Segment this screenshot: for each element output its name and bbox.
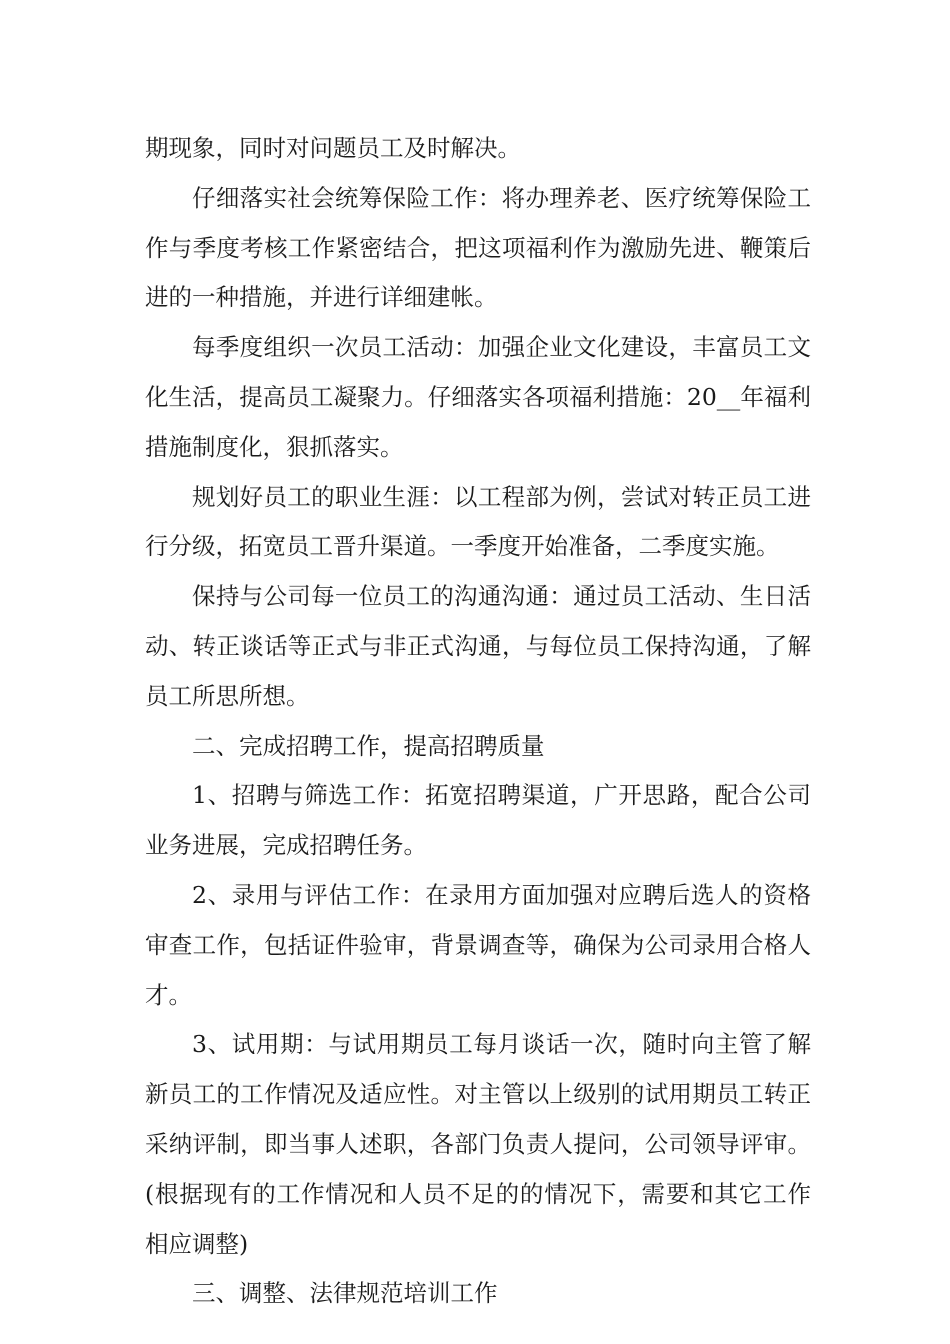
- document-page: [145, 124, 811, 1319]
- paragraph-hiring-evaluation: 2、录用与评估工作：在录用方面加强对应聘后选人的资格审查工作，包括证件验审，背景调查等，确保为公司录用合格人才。: [145, 880, 811, 1009]
- paragraph-career-planning: 规划好员工的职业生涯：以工程部为例，尝试对转正员工进行分级，拓宽员工晋升渠道。一季度开始准备，二季度实施。: [145, 482, 811, 561]
- paragraph-recruitment-screening: 1、招聘与筛选工作：拓宽招聘渠道，广开思路，配合公司业务进展，完成招聘任务。: [145, 781, 811, 860]
- paragraph-employee-activities: 每季度组织一次员工活动：加强企业文化建设，丰富员工文化生活，提高员工凝聚力。仔细落实各项福利措施：20__年福利措施制度化，狠抓落实。: [145, 333, 811, 461]
- paragraph-continuation: 期现象，同时对问题员工及时解决。: [145, 134, 521, 162]
- section-heading-legal-training: 三、调整、法律规范培训工作: [192, 1279, 498, 1308]
- paragraph-communication: 保持与公司每一位员工的沟通沟通：通过员工活动、生日活动、转正谈话等正式与非正式沟通，与每位员工保持沟通，了解员工所思所想。: [145, 582, 811, 710]
- paragraph-social-insurance: 仔细落实社会统筹保险工作：将办理养老、医疗统筹保险工作与季度考核工作紧密结合，把这项福利作为激励先进、鞭策后进的一种措施，并进行详细建帐。: [145, 183, 811, 312]
- section-heading-recruitment: 二、完成招聘工作，提高招聘质量: [192, 731, 545, 760]
- paragraph-probation: 3、试用期：与试用期员工每月谈话一次，随时向主管了解新员工的工作情况及适应性。对主管以上级别的试用期员工转正采纳评制，即当事人述职，各部门负责人提问，公司领导评审。(根据现有的工作情况和人员不足的的情况下，需要和其它工作相应调整): [145, 1030, 811, 1258]
